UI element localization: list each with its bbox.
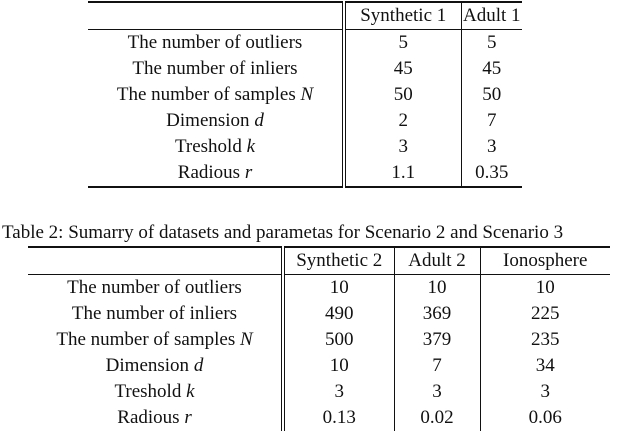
table-row (88, 134, 522, 160)
table-cell: 7 (394, 353, 480, 379)
table-cell: 490 (283, 301, 394, 327)
table-2 (28, 246, 610, 431)
table-row (28, 405, 610, 431)
row-label-variable: d (254, 110, 264, 131)
table-row (88, 30, 522, 57)
row-label (88, 56, 344, 82)
table-1 (88, 1, 522, 188)
table-cell: 50 (482, 84, 502, 105)
row-label (28, 327, 283, 353)
row-label-variable: k (186, 381, 195, 402)
row-label-text: Treshold (174, 136, 247, 157)
row-label (88, 82, 344, 108)
row-label (28, 405, 283, 431)
row-label-text: Dimension (166, 110, 255, 131)
row-label (28, 379, 283, 405)
row-label-text: The number of inliers (71, 303, 238, 324)
table-cell: 10 (394, 275, 480, 302)
row-label-text: Dimension (105, 355, 194, 376)
table-cell: 10 (535, 277, 555, 298)
table-cell: 5 (487, 32, 497, 53)
row-label-text: The number of samples (116, 84, 301, 105)
row-label (88, 30, 344, 57)
column-header: Ionosphere (480, 247, 610, 275)
table-cell: 1.1 (344, 160, 461, 187)
row-label (28, 353, 283, 379)
row-label-text: Radious (117, 407, 185, 428)
row-label (88, 108, 344, 134)
column-header: Adult 1 (461, 2, 522, 30)
table-header-row (88, 2, 522, 30)
table-cell: 500 (283, 327, 394, 353)
table-row (28, 275, 610, 302)
row-label-text: The number of outliers (127, 32, 303, 53)
table-cell: 45 (344, 56, 461, 82)
table-row (88, 108, 522, 134)
column-header: Synthetic 1 (344, 2, 461, 30)
row-label-variable: N (300, 84, 314, 105)
row-label-text: The number of inliers (132, 58, 298, 79)
column-header: Adult 2 (394, 247, 480, 275)
table-row (28, 301, 610, 327)
column-header: Synthetic 2 (283, 247, 394, 275)
row-label-variable: N (239, 329, 253, 350)
row-label-variable: r (244, 162, 253, 183)
table-header-row (28, 247, 610, 275)
table-cell: 10 (283, 275, 394, 302)
row-label-variable: k (246, 136, 256, 157)
row-label (28, 275, 283, 302)
row-label (88, 160, 344, 187)
table-cell: 3 (283, 379, 394, 405)
row-label-text: Radious (177, 162, 245, 183)
table-cell: 3 (344, 134, 461, 160)
table-cell: 50 (344, 82, 461, 108)
table-cell: 2 (344, 108, 461, 134)
table-cell: 3 (540, 381, 550, 402)
row-label-text: The number of samples (56, 329, 240, 350)
table-cell: 0.35 (475, 162, 509, 183)
table-cell: 3 (394, 379, 480, 405)
table-cell: 0.02 (394, 405, 480, 431)
table-cell: 225 (531, 303, 560, 324)
table-row (28, 379, 610, 405)
table-cell: 0.13 (283, 405, 394, 431)
table-cell: 3 (487, 136, 497, 157)
row-label-text: The number of outliers (67, 277, 242, 298)
table-cell: 5 (344, 30, 461, 57)
table-cell: 369 (394, 301, 480, 327)
table-row (88, 160, 522, 187)
header-empty-cell (88, 2, 344, 30)
table-cell: 379 (394, 327, 480, 353)
row-label-variable: d (193, 355, 204, 376)
table-cell: 34 (535, 355, 555, 376)
row-label (88, 134, 344, 160)
table-2-caption: Table 2: Sumarry of datasets and parametas for Scenario 2 and Scenario 3 (2, 222, 564, 243)
table-cell: 10 (283, 353, 394, 379)
header-empty-cell (28, 247, 283, 275)
table-row (28, 353, 610, 379)
table-row (88, 82, 522, 108)
row-label-variable: r (184, 407, 192, 428)
table-cell: 7 (487, 110, 497, 131)
table-row (88, 56, 522, 82)
table-row (28, 327, 610, 353)
table-cell: 235 (531, 329, 560, 350)
table-cell: 45 (482, 58, 502, 79)
row-label-text: Treshold (114, 381, 187, 402)
table-cell: 0.06 (528, 407, 562, 428)
row-label (28, 301, 283, 327)
